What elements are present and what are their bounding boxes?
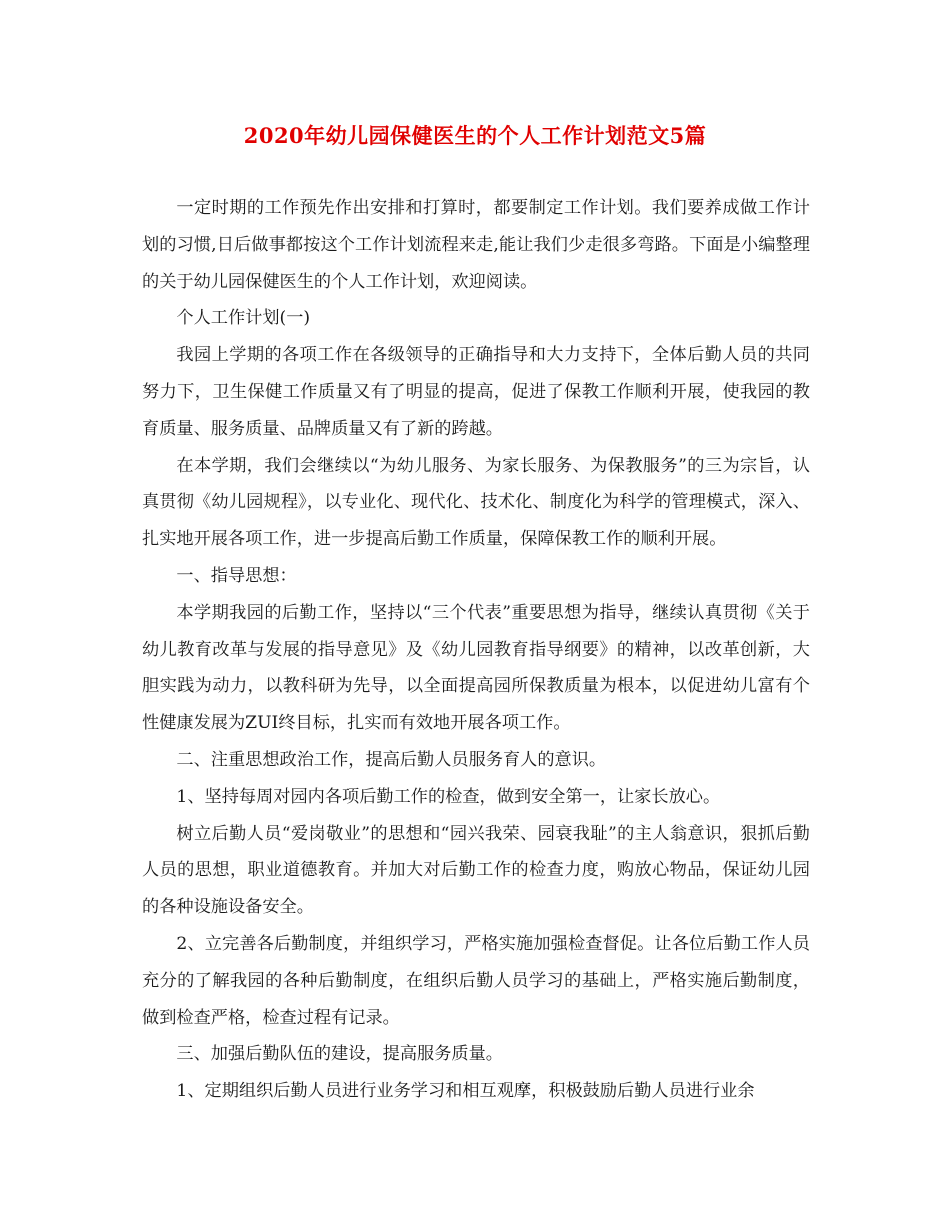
- document-body: [142, 190, 810, 1110]
- paragraph: 三、加强后勤队伍的建设，提高服务质量。: [176, 1044, 503, 1065]
- paragraph: 二、注重思想政治工作，提高后勤人员服务育人的意识。: [176, 749, 607, 770]
- paragraph: 1、定期组织后勤人员进行业务学习和相互观摩，积极鼓励后勤人员进行业余: [176, 1081, 755, 1102]
- paragraph: 本学期我园的后勤工作，坚持以“三个代表”重要思想为指导，继续认真贯彻《关于幼儿教育改革与发展的指导意见》及《幼儿园教育指导纲要》的精神，以改革创新，大胆实践为动力，以教科研为先导，以全面提高园所保教质量为根本，以促进幼儿富有个性健康发展为ZUI终目标，扎实而有效地开展各项工作。: [142, 602, 810, 734]
- paragraph: 树立后勤人员“爱岗敬业”的思想和“园兴我荣、园衰我耻”的主人翁意识，狠抓后勤人员的思想，职业道德教育。并加大对后勤工作的检查力度，购放心物品，保证幼儿园的各种设施设备安全。: [142, 823, 810, 918]
- document-title: 2020年幼儿园保健医生的个人工作计划范文5篇: [243, 123, 707, 148]
- paragraph: 我园上学期的各项工作在各级领导的正确指导和大力支持下，全体后勤人员的共同努力下，卫生保健工作质量又有了明显的提高，促进了保教工作顺利开展，使我园的教育质量、服务质量、品牌质量又有了新的跨越。: [142, 345, 810, 439]
- paragraph: 在本学期，我们会继续以“为幼儿服务、为家长服务、为保教服务”的三为宗旨，认真贯彻《幼儿园规程》，以专业化、现代化、技术化、制度化为科学的管理模式，深入、扎实地开展各项工作，进一步提高后勤工作质量，保障保教工作的顺利开展。: [142, 455, 810, 550]
- paragraph: 一、指导思想：: [176, 565, 297, 586]
- paragraph: 2、立完善各后勤制度，并组织学习，严格实施加强检查督促。让各位后勤工作人员充分的了解我园的各种后勤制度，在组织后勤人员学习的基础上，严格实施后勤制度，做到检查严格，检查过程有记录。: [142, 933, 810, 1028]
- paragraph: 1、坚持每周对园内各项后勤工作的检查，做到安全第一，让家长放心。: [176, 786, 721, 807]
- paragraph: 个人工作计划(一): [176, 308, 311, 329]
- paragraph: 一定时期的工作预先作出安排和打算时，都要制定工作计划。我们要养成做工作计划的习惯,日后做事都按这个工作计划流程来走,能让我们少走很多弯路。下面是小编整理的关于幼儿园保健医生的个人工作计划，欢迎阅读。: [142, 198, 810, 292]
